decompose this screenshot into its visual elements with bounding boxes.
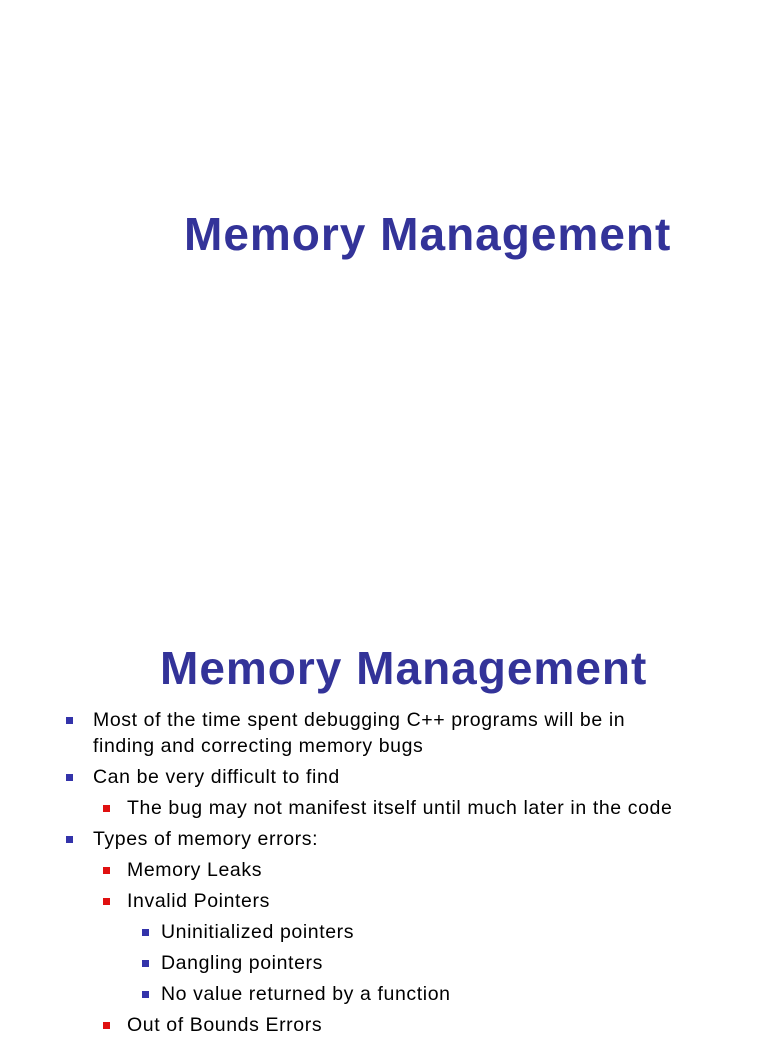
square-bullet-icon bbox=[103, 805, 110, 812]
bullet-text: Uninitialized pointers bbox=[161, 921, 355, 943]
bullet-item bbox=[0, 1012, 768, 1038]
bullet-item bbox=[0, 919, 768, 945]
square-bullet-icon bbox=[66, 774, 73, 781]
bullet-text: Can be very difficult to find bbox=[93, 766, 340, 788]
bullet-text: Memory Leaks bbox=[127, 859, 263, 881]
bullet-item bbox=[0, 950, 768, 976]
square-bullet-icon bbox=[103, 898, 110, 905]
bullet-item bbox=[0, 826, 768, 852]
bullet-text: The bug may not manifest itself until much later in the code bbox=[127, 797, 673, 819]
square-bullet-icon bbox=[142, 960, 149, 967]
slide-1-title: Memory Management bbox=[184, 207, 672, 260]
square-bullet-icon bbox=[142, 991, 149, 998]
square-bullet-icon bbox=[142, 929, 149, 936]
bullet-item bbox=[0, 707, 768, 759]
bullet-text: No value returned by a function bbox=[161, 983, 451, 1005]
square-bullet-icon bbox=[66, 717, 73, 724]
bullet-text: Dangling pointers bbox=[161, 952, 323, 974]
bullet-item bbox=[0, 795, 768, 821]
bullet-text: Invalid Pointers bbox=[127, 890, 270, 912]
bullet-item bbox=[0, 888, 768, 914]
bullet-item bbox=[0, 764, 768, 790]
bullet-text: Out of Bounds Errors bbox=[127, 1014, 323, 1036]
square-bullet-icon bbox=[103, 1022, 110, 1029]
bullet-text: Most of the time spent debugging C++ programs will be in bbox=[93, 709, 626, 731]
slide-2-title: Memory Management bbox=[160, 641, 648, 694]
square-bullet-icon bbox=[66, 836, 73, 843]
bullet-text: finding and correcting memory bugs bbox=[93, 735, 424, 757]
square-bullet-icon bbox=[103, 867, 110, 874]
bullet-item bbox=[0, 857, 768, 883]
bullet-item bbox=[0, 981, 768, 1007]
bullet-text: Types of memory errors: bbox=[93, 828, 319, 850]
bullet-list bbox=[0, 707, 768, 1043]
